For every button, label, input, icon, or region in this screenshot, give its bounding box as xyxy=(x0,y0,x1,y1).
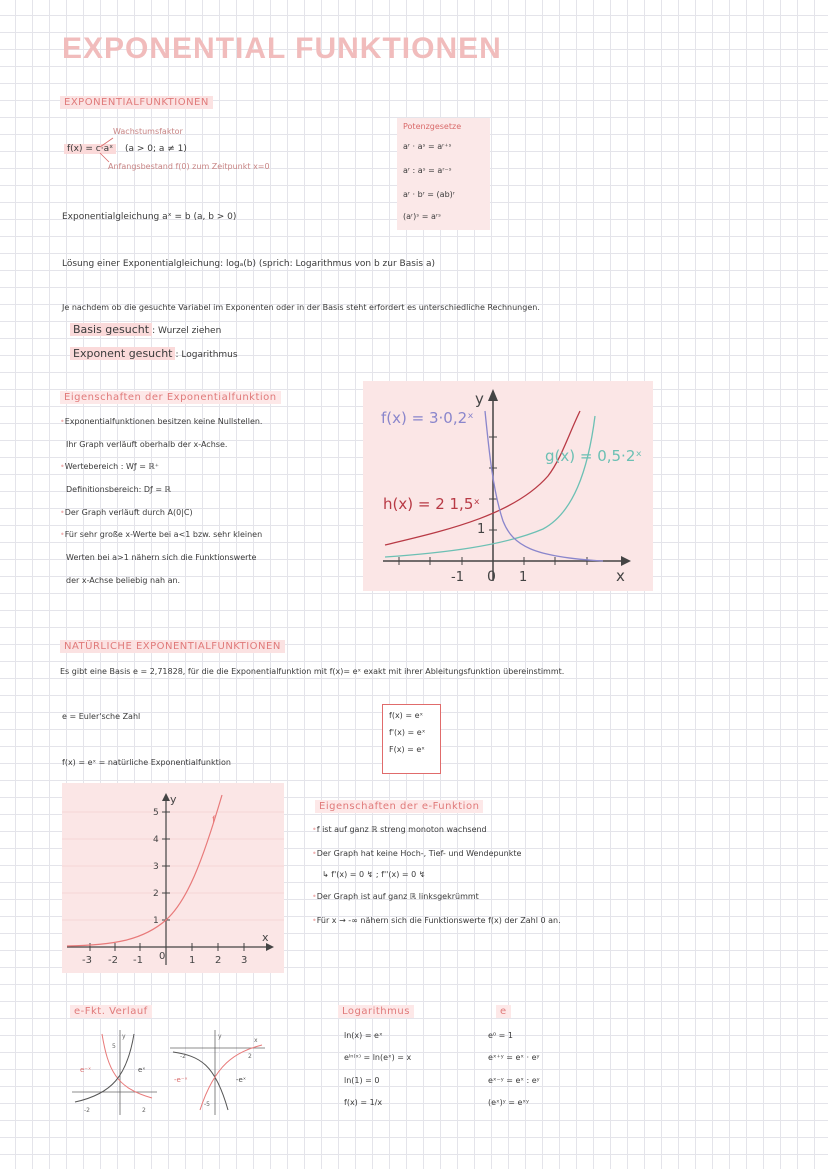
xtick-neg2: -2 xyxy=(108,955,118,966)
tick-label-pos1: 1 xyxy=(519,570,528,585)
ytick-2: 2 xyxy=(153,889,159,899)
potenzgesetze-box xyxy=(397,118,490,230)
label-g: g(x) = 0,5·2ˣ xyxy=(545,447,643,465)
potenz-rule: (aʳ)ˢ = aʳˢ xyxy=(403,212,441,221)
e-rule: eˣ⁺ʸ = eˣ · eʸ xyxy=(488,1053,540,1062)
property-item: der x-Achse beliebig nah an. xyxy=(66,576,181,585)
x-label: x xyxy=(262,931,269,944)
basis-gesucht: Basis gesucht : Wurzel ziehen xyxy=(70,323,221,336)
tick-label-neg1: -1 xyxy=(451,570,464,585)
euler-text: e = Euler'sche Zahl xyxy=(62,712,141,721)
y-label: y xyxy=(170,793,177,806)
property-item: • Der Graph verläuft durch A(0|C) xyxy=(60,508,193,517)
section-heading-verlauf: e-Fkt. Verlauf xyxy=(70,1005,152,1018)
ytick-3: 3 xyxy=(153,862,159,872)
verlauf-graph-1 xyxy=(72,1030,157,1115)
e-rule: (eˣ)ʸ = eˣʸ xyxy=(488,1098,529,1107)
tick-label-1: 1 xyxy=(477,522,486,537)
natuerliche-funktion: f(x) = eˣ = natürliche Exponentialfunktion xyxy=(62,758,231,767)
log-item: f(x) = 1/x xyxy=(344,1098,383,1107)
ytick-4: 4 xyxy=(153,835,159,845)
property-item: Definitionsbereich: Dƒ = ℝ xyxy=(66,485,171,494)
loesung-text: Lösung einer Exponentialgleichung: logₐ(b) (sprich: Logarithmus von b zur Basis a) xyxy=(62,259,435,269)
e-function-graph xyxy=(62,783,284,973)
tick-label-0: 0 xyxy=(487,569,496,585)
ytick-1: 1 xyxy=(153,916,159,926)
property-item: Werten bei a>1 nähern sich die Funktionswerte xyxy=(66,553,257,562)
e-rule: e⁰ = 1 xyxy=(488,1031,514,1040)
tick-neg5: -5 xyxy=(204,1101,210,1108)
tick-neg2: -2 xyxy=(84,1107,90,1114)
label-neg-e-neg-x: -e⁻ˣ xyxy=(174,1076,188,1084)
tick-5: 5 xyxy=(112,1043,116,1050)
log-item: ln(1) = 0 xyxy=(344,1076,380,1085)
xtick-2: 2 xyxy=(215,955,222,966)
log-item: ln(x) = eˣ xyxy=(344,1031,383,1040)
y-label: y xyxy=(218,1033,222,1040)
tick-2: 2 xyxy=(142,1107,146,1114)
property-item: • Exponentialfunktionen besitzen keine Nullstellen. xyxy=(60,417,262,426)
potenz-rule: aʳ · aˢ = aʳ⁺ˢ xyxy=(403,142,452,151)
xtick-1: 1 xyxy=(189,955,196,966)
section-heading-e: e xyxy=(496,1005,511,1018)
exp-functions-graph xyxy=(363,381,653,591)
property-item: Ihr Graph verläuft oberhalb der x-Achse. xyxy=(66,440,228,449)
tick-neg2: -2 xyxy=(180,1053,186,1060)
label-neg-e-x: -eˣ xyxy=(236,1076,246,1084)
label-h: h(x) = 2 1,5ˣ xyxy=(383,495,481,513)
box-line: f'(x) = eˣ xyxy=(389,728,426,737)
anfangsbestand-label: Anfangsbestand f(0) zum Zeitpunkt x=0 xyxy=(108,162,270,171)
e-property-item: • Für x → -∞ nähern sich die Funktionswerte f(x) der Zahl 0 an. xyxy=(312,916,561,925)
box-line: f(x) = eˣ xyxy=(389,711,424,720)
section-heading-exponential: EXPONENTIALFUNKTIONEN xyxy=(60,96,213,109)
box-line: F(x) = eˣ xyxy=(389,745,425,754)
xtick-neg1: -1 xyxy=(133,955,143,966)
ytick-5: 5 xyxy=(153,808,159,818)
e-property-item: • Der Graph ist auf ganz ℝ linksgekrümmt xyxy=(312,892,479,901)
e-rule: eˣ⁻ʸ = eˣ : eʸ xyxy=(488,1076,540,1085)
tick-2: 2 xyxy=(248,1053,252,1060)
section-heading-eigenschaften: Eigenschaften der Exponentialfunktion xyxy=(60,391,281,404)
exponent-gesucht: Exponent gesucht : Logarithmus xyxy=(70,347,238,360)
label-e-x: eˣ xyxy=(138,1066,146,1074)
y-label: y xyxy=(475,390,484,408)
xtick-3: 3 xyxy=(241,955,248,966)
label-e-neg-x: e⁻ˣ xyxy=(80,1066,92,1074)
x-label: x xyxy=(254,1037,258,1044)
potenz-rule: aʳ · bʳ = (ab)ʳ xyxy=(403,190,455,199)
e-property-item: • Der Graph hat keine Hoch-, Tief- und Wendepunkte xyxy=(312,849,521,858)
log-item: eˡⁿ⁽ˣ⁾ = ln(eˣ) = x xyxy=(344,1053,412,1062)
wachstum-label: Wachstumsfaktor xyxy=(113,127,183,136)
e-property-item: • f ist auf ganz ℝ streng monoton wachsend xyxy=(312,825,487,834)
section-heading-e-funktion: Eigenschaften der e-Funktion xyxy=(315,800,483,813)
natuerliche-intro: Es gibt eine Basis e = 2,71828, für die die Exponentialfunktion mit f(x)= eˣ exakt mit ihrer Ableitungsfunktion übereinstimmt. xyxy=(60,667,565,676)
xtick-0: 0 xyxy=(159,951,166,962)
e-property-item: ↳ f'(x) = 0 ↯ ; f''(x) = 0 ↯ xyxy=(322,870,426,879)
page-title: EXPONENTIAL FUNKTIONEN xyxy=(62,32,502,65)
curve-label-f: f xyxy=(212,815,216,826)
verlauf-graph-2 xyxy=(170,1030,265,1115)
potenz-rule: aʳ : aˢ = aʳ⁻ˢ xyxy=(403,166,452,175)
section-heading-natuerliche: NATÜRLICHE EXPONENTIALFUNKTIONEN xyxy=(60,640,285,653)
exp-formula: f(x) = c·aˣ xyxy=(64,144,116,154)
property-item: • Für sehr große x-Werte bei a<1 bzw. sehr kleinen xyxy=(60,530,262,539)
xtick-neg3: -3 xyxy=(82,955,92,966)
x-label: x xyxy=(616,567,625,585)
potenzgesetze-heading: Potenzgesetze xyxy=(403,122,462,131)
label-f: f(x) = 3·0,2ˣ xyxy=(381,409,474,427)
y-label: y xyxy=(122,1033,126,1040)
derivative-box xyxy=(382,704,441,774)
property-item: • Wertebereich : Wƒ = ℝ⁺ xyxy=(60,462,159,471)
section-heading-logarithmus: Logarithmus xyxy=(338,1005,414,1018)
exponentialgleichung: Exponentialgleichung aˣ = b (a, b > 0) xyxy=(62,212,237,222)
je-nachdem-text: Je nachdem ob die gesuchte Variabel im Exponenten oder in der Basis steht erfordert es unterschiedliche Rechnungen. xyxy=(62,303,540,312)
exp-condition: (a > 0; a ≠ 1) xyxy=(125,144,187,154)
